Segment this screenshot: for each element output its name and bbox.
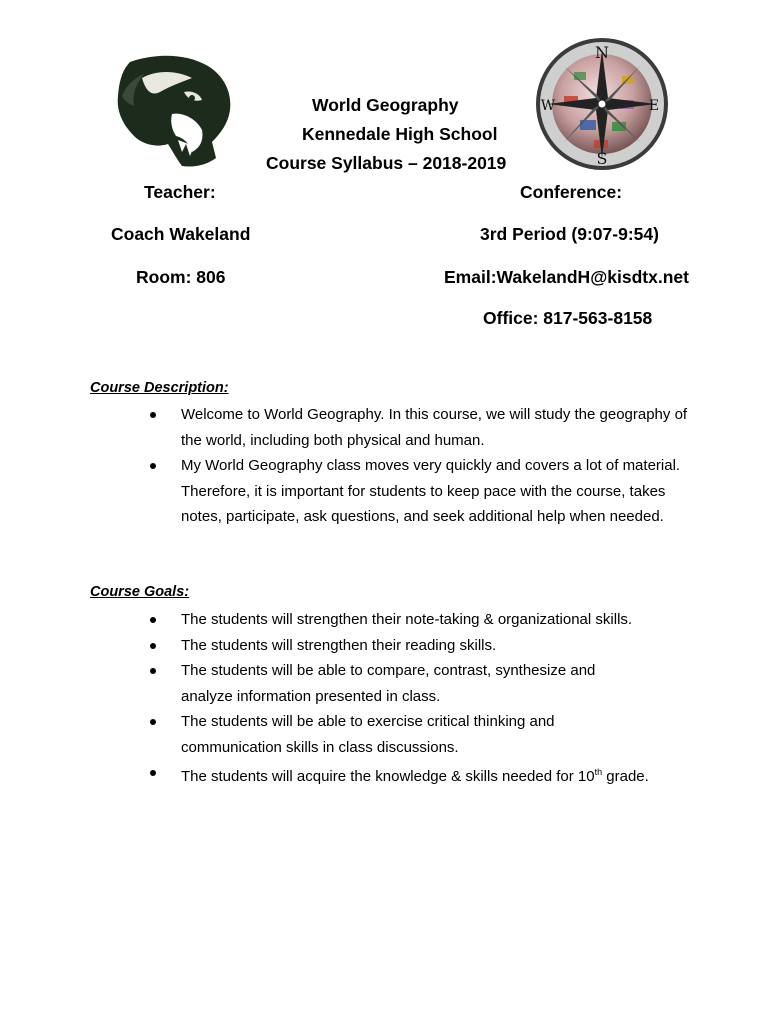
list-item: Welcome to World Geography. In this course, we will study the geography of the world, including both physical and human. [156, 402, 696, 453]
list-item: The students will acquire the knowledge & skills needed for 10th grade. [156, 760, 681, 790]
compass-letter-e: E [648, 98, 660, 114]
course-title: World Geography [312, 95, 459, 115]
course-description-heading: Course Description: [90, 380, 229, 396]
teacher-email[interactable]: Email:WakelandH@kisdtx.net [444, 267, 689, 287]
conference-period: 3rd Period (9:07-9:54) [480, 224, 659, 244]
compass-rose-globe-logo [534, 36, 670, 172]
compass-letter-n: N [595, 43, 609, 62]
bullet-icon [150, 643, 156, 649]
compass-letter-s: S [596, 149, 608, 168]
office-phone: Office: 817-563-8158 [483, 308, 653, 328]
bullet-icon [150, 463, 156, 469]
conference-label: Conference: [520, 182, 623, 202]
course-goals-heading: Course Goals: [90, 584, 190, 600]
list-item: My World Geography class moves very quickly and covers a lot of material. Therefore, it is important for students to keep pace with the course, takes notes, participate, ask questions, and seek additional help when needed. [156, 453, 696, 530]
course-goals-list [156, 607, 716, 790]
bullet-icon [150, 617, 156, 623]
bullet-icon [150, 668, 156, 674]
bullet-icon [150, 412, 156, 418]
teacher-name: Coach Wakeland [111, 224, 251, 244]
list-item: The students will strengthen their reading skills. [156, 633, 716, 659]
course-description-list [156, 402, 696, 530]
bullet-icon [150, 770, 156, 776]
panther-head-logo [112, 52, 234, 170]
syllabus-year: Course Syllabus – 2018-2019 [266, 153, 507, 173]
bullet-icon [150, 719, 156, 725]
teacher-label: Teacher: [144, 182, 216, 202]
school-name: Kennedale High School [302, 124, 498, 144]
list-item: The students will be able to exercise critical thinking and communication skills in class discussions. [156, 709, 621, 760]
compass-letter-w: W [540, 98, 556, 114]
list-item: The students will be able to compare, contrast, synthesize and analyze information presented in class. [156, 658, 651, 709]
room-number: Room: 806 [136, 267, 226, 287]
list-item: The students will strengthen their note-taking & organizational skills. [156, 607, 716, 633]
